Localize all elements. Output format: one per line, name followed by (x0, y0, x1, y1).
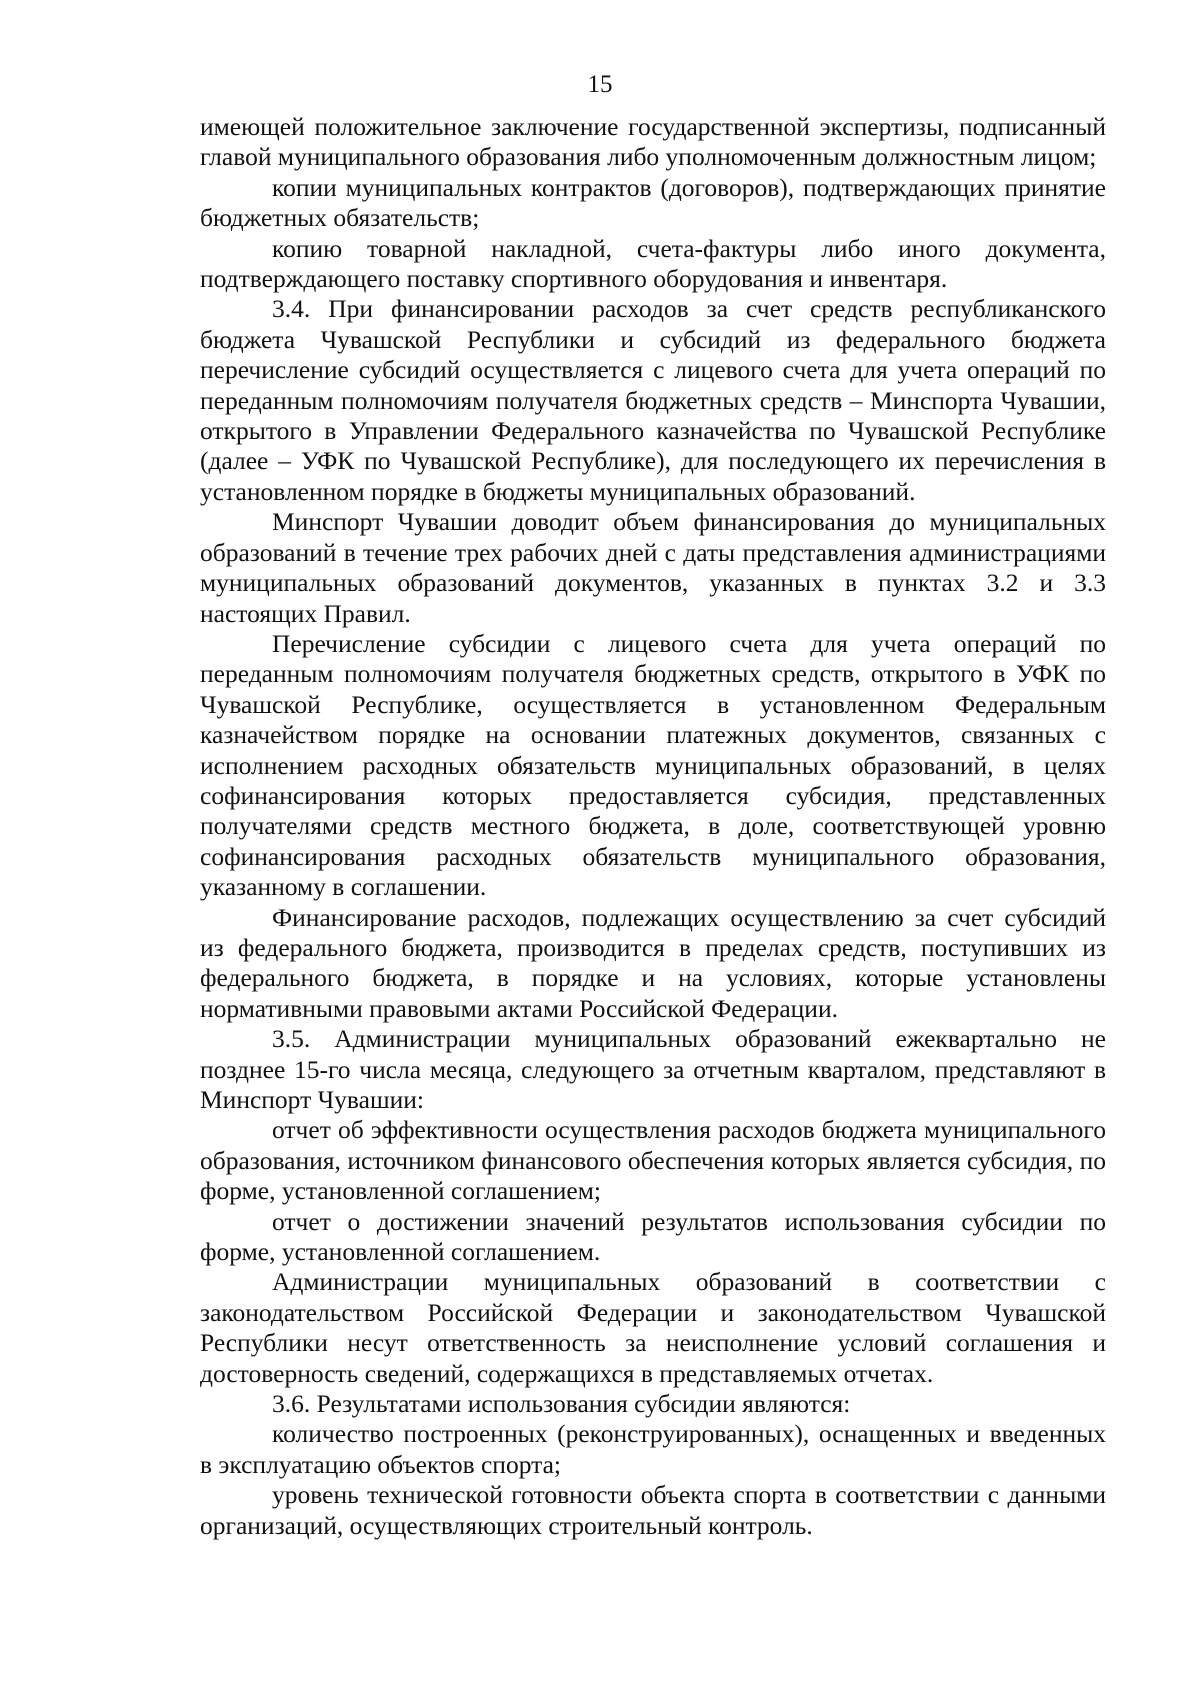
paragraph: Перечисление субсидии с лицевого счета для учета операций по переданным полномочиям получателя бюджетных средств, открытого в УФК по Чувашской Республике, осуществляется в установленном Федеральным казначейством порядке на основании платежных документов, связанных с исполнением расходных обязательств муниципальных образований, в целях софинансирования которых предоставляется субсидия, представленных получателями средств местного бюджета, в доле, соответствующей уровню софинансирования расходных обязательств муниципального образования, указанному в соглашении. (200, 628, 1106, 902)
paragraph: отчет об эффективности осуществления расходов бюджета муниципального образования, источником финансового обеспечения которых является субсидия, по форме, установленной соглашением; (200, 1115, 1106, 1206)
paragraph: Минспорт Чувашии доводит объем финансирования до муниципальных образований в течение трех рабочих дней с даты представления администрациями муниципальных образований документов, указанных в пунктах 3.2 и 3.3 настоящих Правил. (200, 507, 1106, 628)
paragraph: Финансирование расходов, подлежащих осуществлению за счет субсидий из федерального бюджета, производится в пределах средств, поступивших из федерального бюджета, в порядке и на условиях, которые установлены нормативными правовыми актами Российской Федерации. (200, 902, 1106, 1023)
page-number: 15 (587, 71, 613, 98)
paragraph: 3.5. Администрации муниципальных образований ежеквартально не позднее 15-го числа месяца, следующего за отчетным кварталом, представляют в Минспорт Чувашии: (200, 1024, 1106, 1114)
document-body (200, 112, 1106, 1541)
paragraph: количество построенных (реконструированных), оснащенных и введенных в эксплуатацию объектов спорта; (200, 1419, 1106, 1479)
paragraph: 3.6. Результатами использования субсидии являются: (272, 1389, 851, 1419)
paragraph: отчет о достижении значений результатов использования субсидии по форме, установленной соглашением. (200, 1206, 1106, 1267)
paragraph: копию товарной накладной, счета-фактуры либо иного документа, подтверждающего поставку спортивного оборудования и инвентаря. (200, 233, 1106, 294)
paragraph: уровень технической готовности объекта спорта в соответствии с данными организаций, осуществляющих строительный контроль. (200, 1480, 1106, 1540)
paragraph: копии муниципальных контрактов (договоров), подтверждающих принятие бюджетных обязательств; (200, 172, 1106, 233)
paragraph: имеющей положительное заключение государственной экспертизы, подписанный главой муниципального образования либо уполномоченным должностным лицом; (200, 112, 1106, 172)
paragraph: Администрации муниципальных образований в соответствии с законодательством Российской Федерации и законодательством Чувашской Республики несут ответственность за неисполнение условий соглашения и достоверность сведений, содержащихся в представляемых отчетах. (200, 1267, 1106, 1388)
paragraph: 3.4. При финансировании расходов за счет средств республиканского бюджета Чувашской Республики и субсидий из федерального бюджета перечисление субсидий осуществляется с лицевого счета для учета операций по переданным полномочиям получателя бюджетных средств – Минспорта Чувашии, открытого в Управлении Федерального казначейства по Чувашской Республике (далее – УФК по Чувашской Республике), для последующего их перечисления в установленном порядке в бюджеты муниципальных образований. (200, 294, 1106, 506)
